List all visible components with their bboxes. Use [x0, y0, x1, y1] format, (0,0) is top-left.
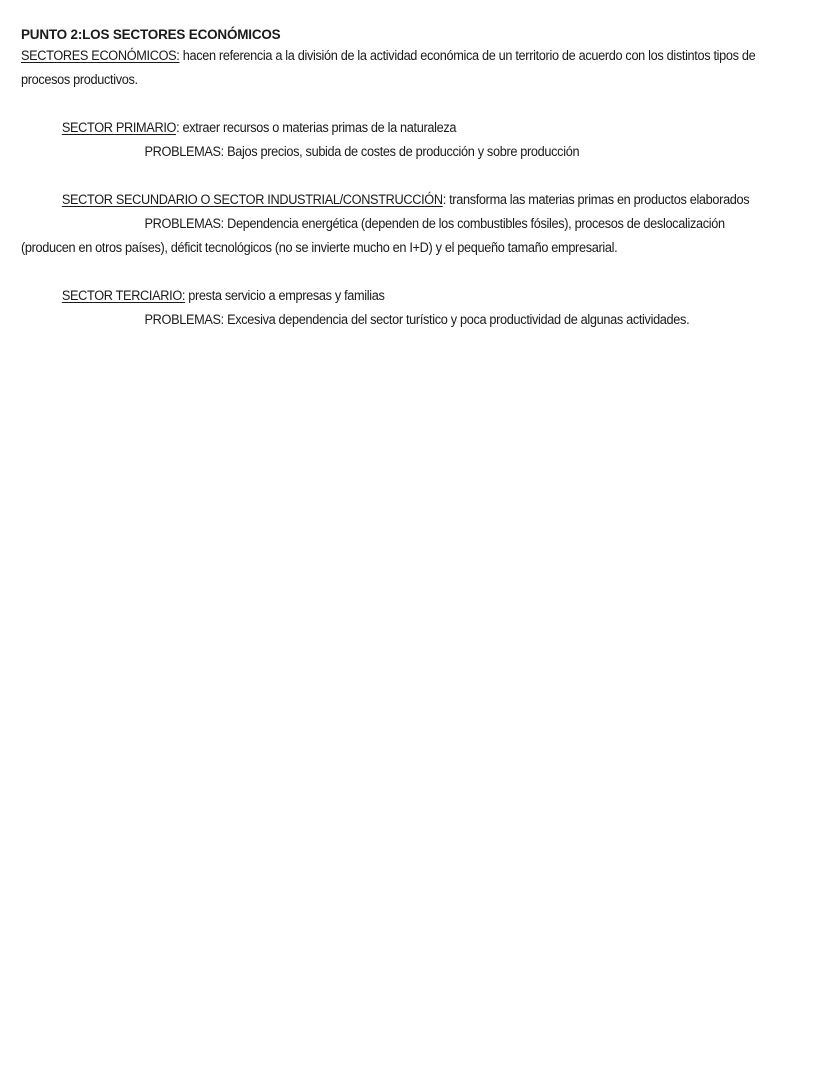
sector-secundario-problems	[21, 212, 772, 260]
sector-primario-term: SECTOR PRIMARIO	[61, 120, 177, 135]
spacer	[21, 164, 772, 188]
intro-term: SECTORES ECONÓMICOS:	[21, 48, 180, 63]
problems-text: Excesiva dependencia del sector turístico y poca productividad de algunas actividades.	[223, 312, 690, 327]
problems-label: PROBLEMAS:	[144, 216, 224, 231]
intro-paragraph	[21, 44, 772, 92]
sector-secundario-term: SECTOR SECUNDARIO O SECTOR INDUSTRIAL/CONSTRUCCIÓN	[61, 192, 443, 207]
problems-label: PROBLEMAS:	[144, 144, 224, 159]
sector-terciario-problems	[21, 308, 772, 332]
sector-primario-definition	[21, 116, 772, 140]
problems-text: Dependencia energética (dependen de los combustibles fósiles), procesos de deslocalización (producen en otros países), déficit tecnológicos (no se invierte mucho en I+D) y el pequeño tamaño empresarial.	[21, 216, 725, 255]
sector-secundario-text: : transforma las materias primas en productos elaborados	[442, 192, 750, 207]
spacer	[21, 92, 772, 116]
intro-text: hacen referencia a la división de la actividad económica de un territorio de acuerdo con los distintos tipos de procesos productivos.	[21, 48, 756, 87]
document-title: PUNTO 2:LOS SECTORES ECONÓMICOS	[21, 27, 281, 43]
problems-text: Bajos precios, subida de costes de producción y sobre producción	[223, 144, 580, 159]
sector-primario-problems	[21, 140, 772, 164]
sector-secundario-definition	[21, 188, 772, 212]
sector-terciario-term: SECTOR TERCIARIO:	[61, 288, 186, 303]
sector-primario-text: : extraer recursos o materias primas de la naturaleza	[176, 120, 457, 135]
sector-terciario-definition	[21, 284, 772, 308]
sector-terciario-text: presta servicio a empresas y familias	[185, 288, 385, 303]
problems-label: PROBLEMAS:	[144, 312, 224, 327]
spacer	[21, 260, 772, 284]
document-body	[21, 26, 772, 332]
